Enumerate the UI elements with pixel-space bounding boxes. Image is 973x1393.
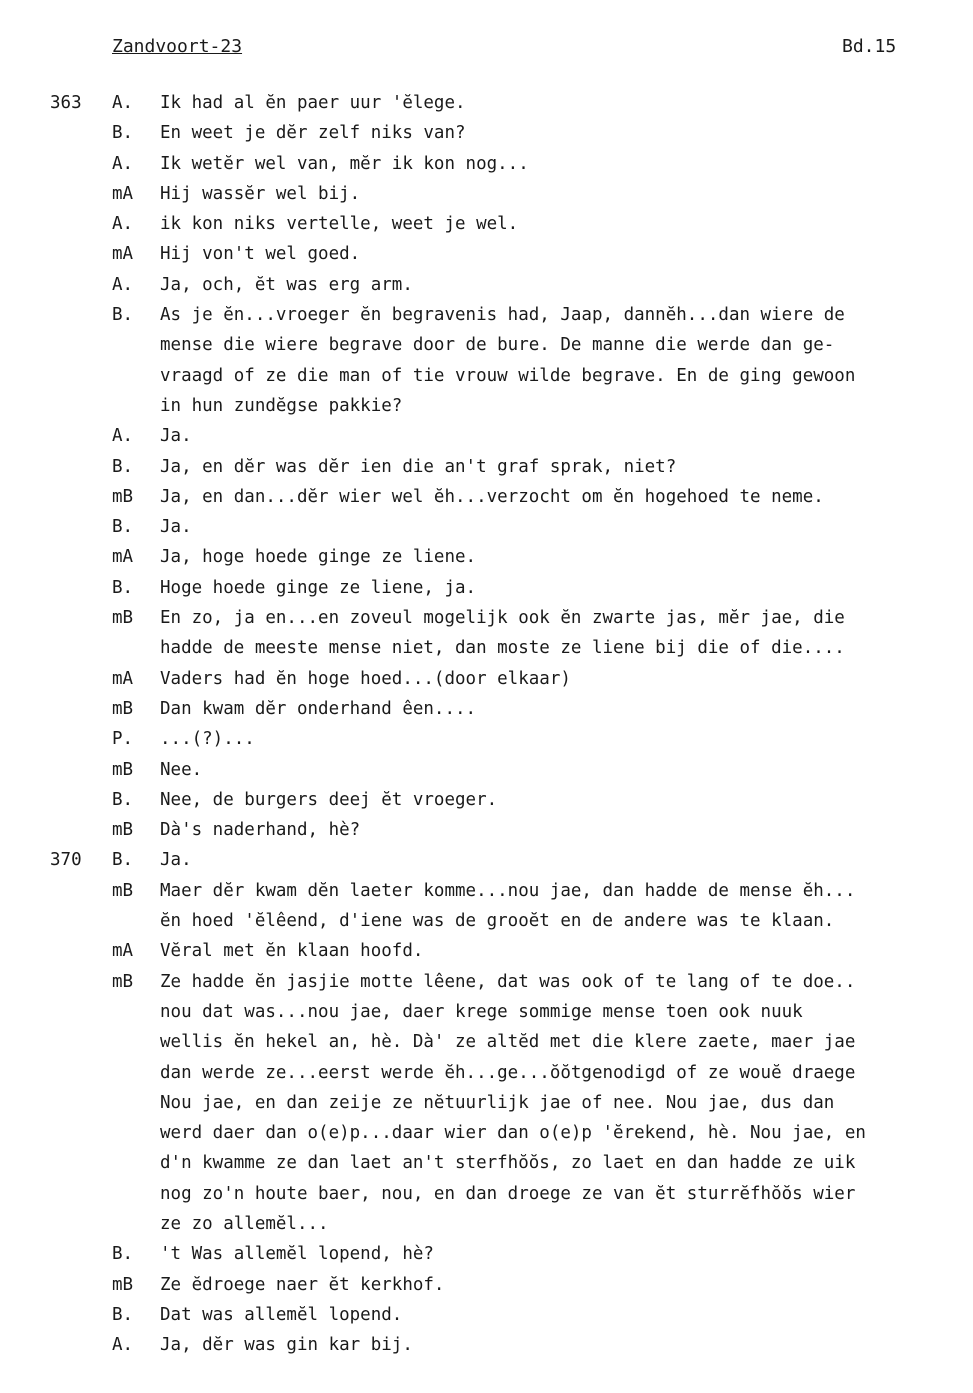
speech-line: ik kon niks vertelle, weet je wel. — [160, 214, 519, 235]
transcript-turn — [0, 1330, 973, 1360]
line-number: 370 — [50, 850, 82, 871]
transcript-turn — [0, 179, 973, 209]
speaker-label: A. — [112, 214, 134, 235]
speaker-label: B. — [112, 789, 134, 810]
transcript-turn — [0, 88, 973, 118]
transcript-turn — [0, 239, 973, 269]
transcript-turn — [0, 573, 973, 603]
speech-line: Ja. — [160, 517, 192, 538]
speaker-label: A. — [112, 426, 134, 447]
speech-line: hadde de meeste mense niet, dan moste ze liene bij die of die.... — [160, 638, 845, 659]
speech-text — [160, 845, 973, 875]
speech-line: Ik had al ĕn paer uur 'ĕlege. — [160, 93, 466, 113]
transcript-turn — [0, 421, 973, 451]
transcript-turn — [0, 512, 973, 542]
speech-line: nog zo'n houte baer, nou, en dan droege ze van ĕt sturrĕfhŏŏs wier — [160, 1183, 856, 1204]
speech-text — [160, 512, 973, 542]
transcript-turn — [0, 300, 973, 421]
speech-text — [160, 603, 973, 664]
transcript-turn — [0, 482, 973, 512]
transcript-turn — [0, 724, 973, 754]
speech-line: dan werde ze...eerst werde ĕh...ge...ŏŏtgenodigd of ze wouĕ draege — [160, 1062, 856, 1083]
speaker-label: mB — [112, 971, 134, 992]
speech-text — [160, 785, 973, 815]
speech-line: in hun zundĕgse pakkie? — [160, 395, 403, 416]
speech-line: ze zo allemĕl... — [160, 1213, 329, 1234]
transcript-turn — [0, 603, 973, 664]
speaker-label: B. — [112, 517, 134, 538]
speaker-label: B. — [112, 577, 134, 598]
speaker-label: P. — [112, 729, 134, 750]
speech-line: En weet je dĕr zelf niks van? — [160, 123, 466, 144]
transcript-turn — [0, 755, 973, 785]
transcript-turn — [0, 209, 973, 239]
transcript-body — [0, 88, 973, 1360]
speaker-label: A. — [112, 153, 134, 174]
speaker-label: B. — [112, 123, 134, 144]
transcript-turn — [0, 542, 973, 572]
speaker-label: mB — [112, 1274, 134, 1295]
speech-line: Ja, hoge hoede ginge ze liene. — [160, 547, 477, 568]
speech-text — [160, 724, 973, 754]
speaker-label: B. — [112, 456, 134, 477]
transcript-turn — [0, 967, 973, 1240]
speech-line: Dat was allemĕl lopend. — [160, 1304, 403, 1325]
speech-text — [160, 573, 973, 603]
speech-text — [160, 1330, 973, 1360]
speaker-label: mA — [112, 668, 134, 689]
transcript-turn — [0, 1300, 973, 1330]
speech-line: Ze ĕdroege naer ĕt kerkhof. — [160, 1274, 445, 1295]
speech-text — [160, 542, 973, 572]
speech-line: Dan kwam dĕr onderhand êen.... — [160, 698, 477, 719]
transcript-turn — [0, 936, 973, 966]
speech-text — [160, 149, 973, 179]
speech-text — [160, 300, 973, 421]
speech-text — [160, 1239, 973, 1269]
speech-line: Hij von't wel goed. — [160, 244, 361, 265]
transcript-turn — [0, 694, 973, 724]
speech-line: Ja. — [160, 426, 192, 447]
speech-text — [160, 1270, 973, 1300]
speech-line: wellis ĕn hekel an, hè. Dà' ze altĕd met die klere zaete, maer jae — [160, 1032, 856, 1053]
line-number: 363 — [50, 93, 82, 113]
speech-line: Ik wetĕr wel van, mĕr ik kon nog... — [160, 153, 529, 174]
speech-text — [160, 452, 973, 482]
speech-line: Ja. — [160, 850, 192, 871]
speaker-label: A. — [112, 274, 134, 295]
speaker-label: mB — [112, 820, 134, 841]
speech-line: werd daer dan o(e)p...daar wier dan o(e)p 'ĕrekend, hè. Nou jae, en — [160, 1123, 866, 1144]
tape-number-header: Bd.15 — [842, 36, 897, 57]
speaker-label: A. — [112, 93, 134, 113]
transcript-turn — [0, 270, 973, 300]
speech-line: vraagd of ze die man of tie vrouw wilde begrave. En de ging gewoon — [160, 365, 856, 386]
speech-text — [160, 664, 973, 694]
speech-text — [160, 421, 973, 451]
speech-line: As je ĕn...vroeger ĕn begravenis had, Jaap, dannĕh...dan wiere de — [160, 305, 845, 326]
transcript-turn — [0, 845, 973, 875]
speech-text — [160, 239, 973, 269]
speech-line: Hij wassĕr wel bij. — [160, 183, 361, 204]
speech-line: mense die wiere begrave door de bure. De manne die werde dan ge- — [160, 335, 835, 356]
speaker-label: mB — [112, 698, 134, 719]
speech-text — [160, 876, 973, 937]
speech-line: Nee, de burgers deej ĕt vroeger. — [160, 789, 498, 810]
speech-text — [160, 694, 973, 724]
speaker-label: mB — [112, 759, 134, 780]
transcript-turn — [0, 876, 973, 937]
speech-line: 't Was allemĕl lopend, hè? — [160, 1244, 434, 1265]
speech-text — [160, 179, 973, 209]
speaker-label: mB — [112, 608, 134, 629]
transcript-turn — [0, 1239, 973, 1269]
speech-text — [160, 209, 973, 239]
speaker-label: mA — [112, 547, 134, 568]
transcript-turn — [0, 785, 973, 815]
document-location-header: Zandvoort-23 — [112, 36, 243, 57]
transcript-turn — [0, 118, 973, 148]
speech-line: Ze hadde ĕn jasjie motte lêene, dat was ook of te lang of te doe.. — [160, 971, 856, 992]
speech-text — [160, 967, 973, 1240]
speech-line: ĕn hoed 'ĕlêend, d'iene was de grooĕt en de andere was te klaan. — [160, 911, 835, 932]
speech-line: Dà's naderhand, hè? — [160, 820, 361, 841]
speaker-label: mA — [112, 183, 134, 204]
speech-line: d'n kwamme ze dan laet an't sterfhŏŏs, zo laet en dan hadde ze uik — [160, 1153, 856, 1174]
transcript-turn — [0, 1270, 973, 1300]
speech-text — [160, 88, 973, 118]
speech-line: nou dat was...nou jae, daer krege sommige mense toen ook nuuk — [160, 1001, 803, 1022]
speech-text — [160, 270, 973, 300]
speech-line: Ja, dĕr was gin kar bij. — [160, 1335, 413, 1356]
speech-text — [160, 936, 973, 966]
transcript-turn — [0, 664, 973, 694]
speech-text — [160, 482, 973, 512]
speech-line: En zo, ja en...en zoveul mogelijk ook ĕn zwarte jas, mĕr jae, die — [160, 608, 845, 629]
speaker-label: B. — [112, 305, 134, 326]
speaker-label: mB — [112, 880, 134, 901]
speech-line: Nee. — [160, 759, 203, 780]
speech-line: Nou jae, en dan zeije ze nĕtuurlijk jae of nee. Nou jae, dus dan — [160, 1092, 835, 1113]
transcript-turn — [0, 815, 973, 845]
speech-line: Ja, en dan...dĕr wier wel ĕh...verzocht om ĕn hogehoed te neme. — [160, 486, 824, 507]
speech-text — [160, 815, 973, 845]
speech-line: Ja, och, ĕt was erg arm. — [160, 274, 413, 295]
speaker-label: mB — [112, 486, 134, 507]
speech-line: Hoge hoede ginge ze liene, ja. — [160, 577, 477, 598]
speaker-label: mA — [112, 941, 134, 962]
speech-line: Ja, en dĕr was dĕr ien die an't graf sprak, niet? — [160, 456, 677, 477]
speech-line: Vaders had ĕn hoge hoed...(door elkaar) — [160, 668, 571, 689]
speaker-label: A. — [112, 1335, 134, 1356]
transcript-turn — [0, 452, 973, 482]
speaker-label: mA — [112, 244, 134, 265]
speaker-label: B. — [112, 1244, 134, 1265]
speech-text — [160, 755, 973, 785]
transcript-turn — [0, 149, 973, 179]
speech-text — [160, 118, 973, 148]
speech-line: ...(?)... — [160, 729, 255, 750]
speech-line: Vĕral met ĕn klaan hoofd. — [160, 941, 424, 962]
speaker-label: B. — [112, 1304, 134, 1325]
speech-line: Maer dĕr kwam dĕn laeter komme...nou jae, dan hadde de mense ĕh... — [160, 880, 856, 901]
speech-text — [160, 1300, 973, 1330]
speaker-label: B. — [112, 850, 134, 871]
